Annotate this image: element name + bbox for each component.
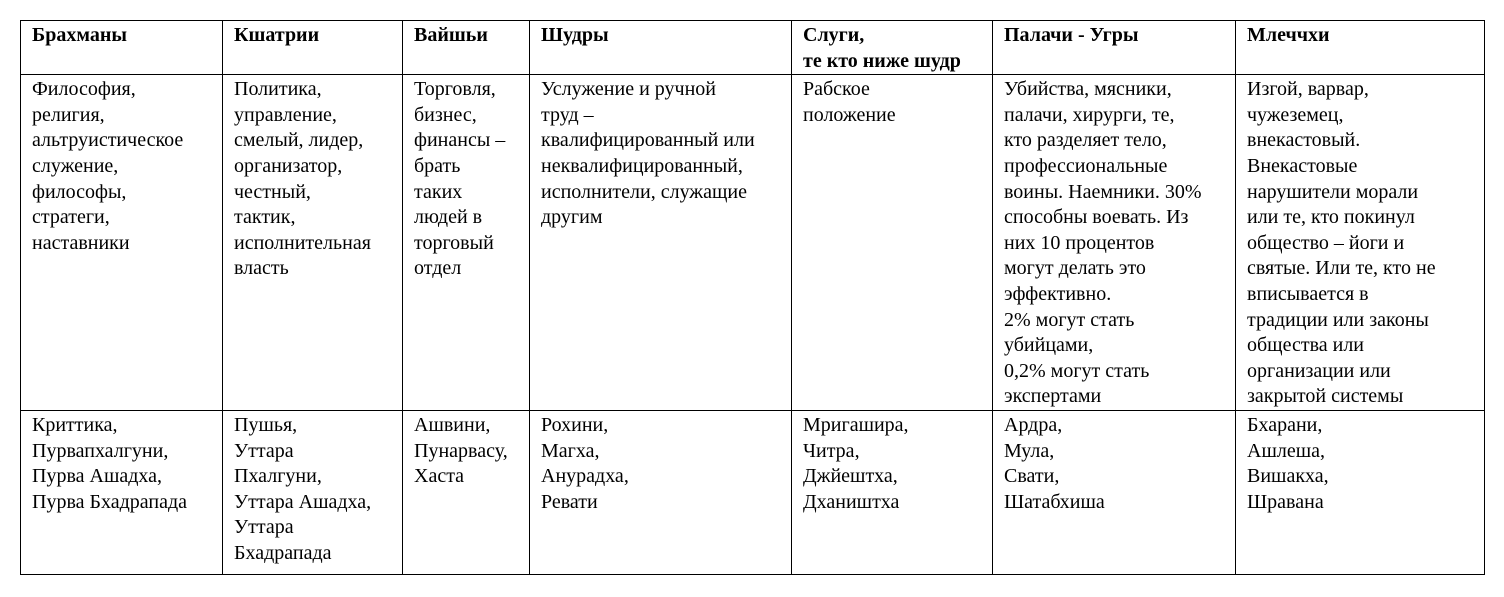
header-kshatriyas: Кшатрии [223, 21, 403, 75]
nakshatras-brahmins: Криттика, Пурвапхалгуни, Пурва Ашадха, Пурва Бхадрапада [21, 410, 223, 574]
header-servants: Слуги, те кто ниже шудр [792, 21, 993, 75]
header-row [21, 21, 1485, 75]
nakshatras-executioners: Ардра, Мула, Свати, Шатабхиша [993, 410, 1236, 574]
description-mlecchas: Изгой, варвар, чужеземец, внекастовый. Внекастовые нарушители морали или те, кто покинул общество – йоги и святые. Или те, кто не вписывается в традиции или законы общества или организации или закрытой системы [1236, 75, 1485, 411]
description-executioners: Убийства, мясники, палачи, хирурги, те, кто разделяет тело, профессиональные воины. Наемники. 30% способны воевать. Из них 10 процентов могут делать это эффективно. 2% могут стать убийцами, 0,2% могут стать экспертами [993, 75, 1236, 411]
description-vaishyas: Торговля, бизнес, финансы – брать таких людей в торговый отдел [403, 75, 530, 411]
description-kshatriyas: Политика, управление, смелый, лидер, организатор, честный, тактик, исполнительная власть [223, 75, 403, 411]
nakshatras-kshatriyas: Пушья, Уттара Пхалгуни, Уттара Ашадха, Уттара Бхадрапада [223, 410, 403, 574]
nakshatra-row [21, 410, 1485, 574]
header-shudras: Шудры [530, 21, 792, 75]
description-brahmins: Философия, религия, альтруистическое служение, философы, стратеги, наставники [21, 75, 223, 411]
caste-table [20, 20, 1485, 575]
header-brahmins: Брахманы [21, 21, 223, 75]
nakshatras-mlecchas: Бхарани, Ашлеша, Вишакха, Шравана [1236, 410, 1485, 574]
nakshatras-servants: Мригашира, Читра, Джйештха, Дхаништха [792, 410, 993, 574]
header-vaishyas: Вайшьи [403, 21, 530, 75]
nakshatras-vaishyas: Ашвини, Пунарвасу, Хаста [403, 410, 530, 574]
description-shudras: Услужение и ручной труд – квалифицированный или неквалифицированный, исполнители, служащие другим [530, 75, 792, 411]
header-executioners: Палачи - Угры [993, 21, 1236, 75]
description-servants: Рабское положение [792, 75, 993, 411]
header-mlecchas: Млеччхи [1236, 21, 1485, 75]
nakshatras-shudras: Рохини, Магха, Анурадха, Ревати [530, 410, 792, 574]
description-row [21, 75, 1485, 411]
